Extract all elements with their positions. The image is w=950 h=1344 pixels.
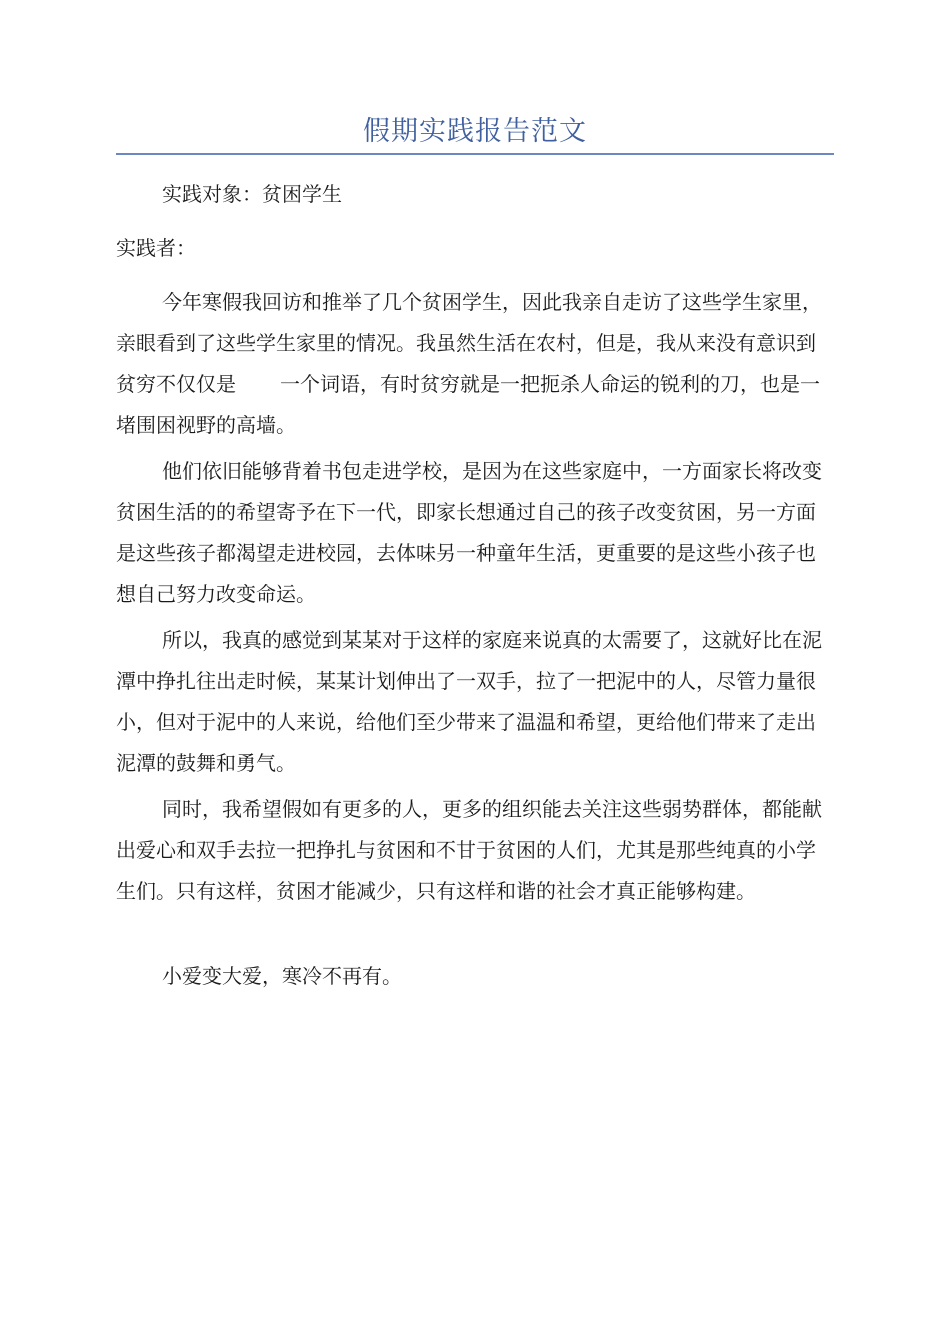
paragraph-3: 所以，我真的感觉到某某对于这样的家庭来说真的太需要了，这就好比在泥潭中挣扎往出走时候，某某计划伸出了一双手，拉了一把泥中的人，尽管力量很小，但对于泥中的人来说，给他们至少带来了温温和希望，更给他们带来了走出泥潭的鼓舞和勇气。 [116,628,822,775]
paragraph-2: 他们依旧能够背着书包走进学校，是因为在这些家庭中，一方面家长将改变贫困生活的的希望寄予在下一代，即家长想通过自己的孩子改变贫困，另一方面是这些孩子都渴望走进校园，去体味另一种童年生活，更重要的是这些小孩子也想自己努力改变命运。 [116,459,822,606]
paragraph-4: 同时，我希望假如有更多的人，更多的组织能去关注这些弱势群体，都能献出爱心和双手去拉一把挣扎与贫困和不甘于贫困的人们，尤其是那些纯真的小学生们。只有这样，贫困才能减少，只有这样和谐的社会才真正能够构建。 [116,797,822,903]
subject-line: 实践对象：贫困学生 [162,182,342,206]
paragraph-1 [116,282,834,446]
practitioner-line: 实践者： [116,236,196,260]
paragraph-1-part-1: 今年寒假我回访和推举了几个贫困学生，因此我亲自走访了这些学生家里，亲眼看到了这些学生家里的情况。我虽然生活在农村，但是，我从来没有意识到贫穷不仅仅是 [116,290,822,396]
paragraph-5: 小爱变大爱，寒冷不再有。 [162,964,402,988]
title-underline [116,153,834,155]
paragraph-1-part-2: 一个词语，有时贫穷就是一把扼杀人命运的锐利的刀，也是一堵围困视野的高墙。 [116,372,820,437]
document-title: 假期实践报告范文 [363,116,587,147]
